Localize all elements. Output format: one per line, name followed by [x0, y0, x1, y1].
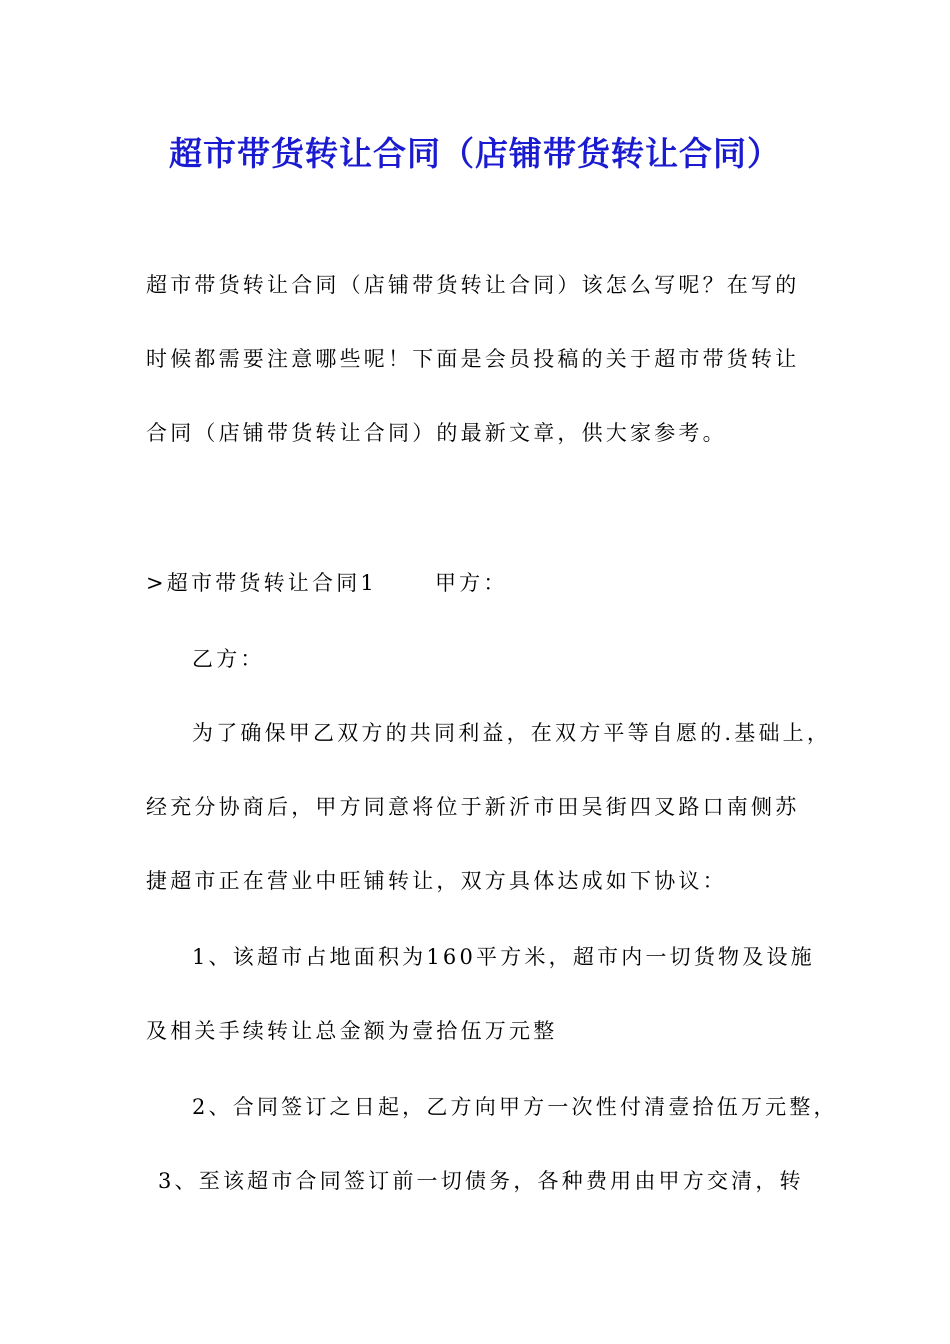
intro-line-2: 时候都需要注意哪些呢！下面是会员投稿的关于超市带货转让 [146, 347, 800, 371]
clause-3: 3、至该超市合同签订前一切债务，各种费用由甲方交清，转 [158, 1169, 804, 1193]
section-heading-line [146, 568, 508, 598]
section-heading: >超市带货转让合同1 [146, 571, 377, 595]
intro-line-1: 超市带货转让合同（店铺带货转让合同）该怎么写呢？在写的 [146, 273, 800, 297]
body-line-2: 经充分协商后，甲方同意将位于新沂市田吴街四叉路口南侧苏 [146, 795, 800, 819]
party-b-label: 乙方： [192, 647, 265, 671]
body-line-1: 为了确保甲乙双方的共同利益，在双方平等自愿的.基础上， [192, 721, 832, 745]
clause-2: 2、合同签订之日起，乙方向甲方一次性付清壹拾伍万元整， [192, 1095, 838, 1119]
party-a-label: 甲方： [434, 571, 508, 595]
clause-1-line-1: 1、该超市占地面积为160平方米，超市内一切货物及设施 [192, 945, 815, 969]
clause-1-line-2: 及相关手续转让总金额为壹拾伍万元整 [146, 1019, 558, 1043]
body-line-3: 捷超市正在营业中旺铺转让，双方具体达成如下协议： [146, 869, 727, 893]
document-title: 超市带货转让合同（店铺带货转让合同） [169, 134, 781, 173]
intro-line-3: 合同（店铺带货转让合同）的最新文章，供大家参考。 [146, 421, 727, 445]
